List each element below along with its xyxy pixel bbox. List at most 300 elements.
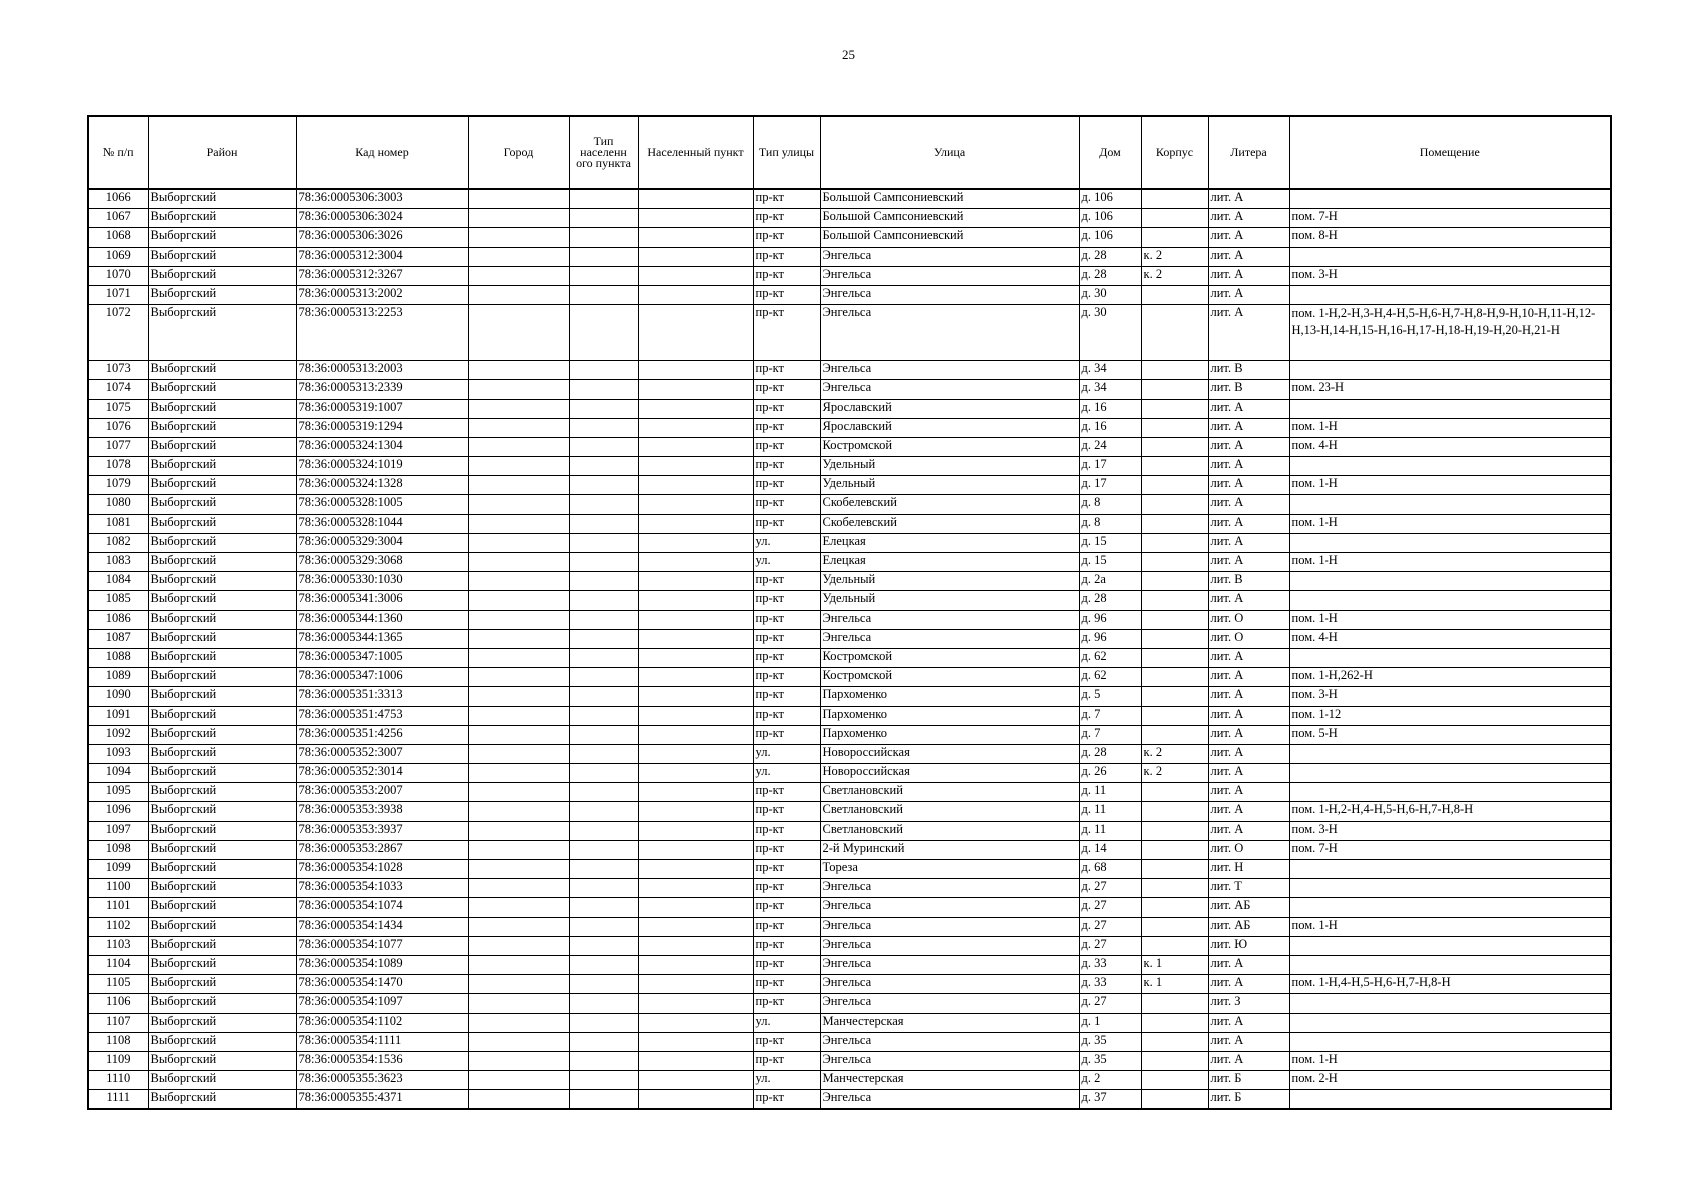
cell-settlement bbox=[638, 228, 753, 247]
cell-cadastral-number: 78:36:0005354:1089 bbox=[296, 955, 468, 974]
table-row bbox=[88, 648, 1611, 667]
cell-premises bbox=[1289, 591, 1611, 610]
cell-city bbox=[468, 764, 569, 783]
cell-house: д. 68 bbox=[1079, 860, 1141, 879]
cell-house: д. 28 bbox=[1079, 744, 1141, 763]
cell-letter: лит. А bbox=[1208, 591, 1289, 610]
cell-city bbox=[468, 305, 569, 361]
cell-settlement-type bbox=[569, 266, 638, 285]
cell-street-type: пр-кт bbox=[753, 668, 820, 687]
cell-number: 1085 bbox=[88, 591, 148, 610]
cell-house: д. 28 bbox=[1079, 591, 1141, 610]
cell-letter: лит. А bbox=[1208, 285, 1289, 304]
cell-district: Выборгский bbox=[148, 879, 296, 898]
table-row bbox=[88, 783, 1611, 802]
cell-letter: лит. О bbox=[1208, 610, 1289, 629]
table-row bbox=[88, 1051, 1611, 1070]
cell-cadastral-number: 78:36:0005324:1304 bbox=[296, 437, 468, 456]
cell-number: 1080 bbox=[88, 495, 148, 514]
cell-city bbox=[468, 591, 569, 610]
cell-street: Энгельса bbox=[820, 917, 1079, 936]
cell-number: 1072 bbox=[88, 305, 148, 361]
cell-cadastral-number: 78:36:0005328:1044 bbox=[296, 514, 468, 533]
cell-building: к. 1 bbox=[1141, 955, 1208, 974]
cell-number: 1100 bbox=[88, 879, 148, 898]
cell-district: Выборгский bbox=[148, 285, 296, 304]
cell-street-type: пр-кт bbox=[753, 591, 820, 610]
cell-building bbox=[1141, 629, 1208, 648]
cell-building bbox=[1141, 305, 1208, 361]
cell-street: Скобелевский bbox=[820, 514, 1079, 533]
cell-number: 1102 bbox=[88, 917, 148, 936]
cell-house: д. 8 bbox=[1079, 514, 1141, 533]
cell-street: Энгельса bbox=[820, 975, 1079, 994]
cell-settlement-type bbox=[569, 706, 638, 725]
cell-city bbox=[468, 687, 569, 706]
cell-premises bbox=[1289, 764, 1611, 783]
cell-letter: лит. А bbox=[1208, 725, 1289, 744]
cell-street-type: пр-кт bbox=[753, 975, 820, 994]
cell-cadastral-number: 78:36:0005344:1365 bbox=[296, 629, 468, 648]
cell-street: Светлановский bbox=[820, 802, 1079, 821]
cell-premises bbox=[1289, 936, 1611, 955]
cell-letter: лит. Т bbox=[1208, 879, 1289, 898]
cell-number: 1088 bbox=[88, 648, 148, 667]
cell-city bbox=[468, 1071, 569, 1090]
cell-cadastral-number: 78:36:0005352:3007 bbox=[296, 744, 468, 763]
cell-premises bbox=[1289, 399, 1611, 418]
cell-building bbox=[1141, 917, 1208, 936]
table-row bbox=[88, 209, 1611, 228]
cell-street-type: пр-кт bbox=[753, 936, 820, 955]
cell-house: д. 106 bbox=[1079, 228, 1141, 247]
cell-premises: пом. 1-Н bbox=[1289, 553, 1611, 572]
cell-house: д. 35 bbox=[1079, 1051, 1141, 1070]
cell-street: Пархоменко bbox=[820, 725, 1079, 744]
cell-district: Выборгский bbox=[148, 610, 296, 629]
cell-letter: лит. А bbox=[1208, 457, 1289, 476]
cell-letter: лит. А bbox=[1208, 1051, 1289, 1070]
cell-street-type: пр-кт bbox=[753, 514, 820, 533]
cell-city bbox=[468, 860, 569, 879]
cell-number: 1086 bbox=[88, 610, 148, 629]
cell-settlement bbox=[638, 783, 753, 802]
cell-settlement bbox=[638, 591, 753, 610]
cell-premises bbox=[1289, 247, 1611, 266]
cell-premises bbox=[1289, 1032, 1611, 1051]
cell-premises bbox=[1289, 189, 1611, 209]
cell-street-type: пр-кт bbox=[753, 361, 820, 380]
cell-settlement-type bbox=[569, 668, 638, 687]
col-header-cadastral-number: Кад номер bbox=[296, 116, 468, 189]
cell-house: д. 35 bbox=[1079, 1032, 1141, 1051]
cell-settlement-type bbox=[569, 437, 638, 456]
cell-settlement bbox=[638, 209, 753, 228]
cell-cadastral-number: 78:36:0005353:3938 bbox=[296, 802, 468, 821]
cell-city bbox=[468, 955, 569, 974]
cell-street: Энгельса bbox=[820, 361, 1079, 380]
cell-house: д. 27 bbox=[1079, 898, 1141, 917]
cell-street-type: пр-кт bbox=[753, 228, 820, 247]
cell-settlement-type bbox=[569, 955, 638, 974]
table-row bbox=[88, 1071, 1611, 1090]
cell-settlement bbox=[638, 476, 753, 495]
cell-city bbox=[468, 228, 569, 247]
cell-letter: лит. А bbox=[1208, 1032, 1289, 1051]
cell-settlement-type bbox=[569, 380, 638, 399]
cell-settlement-type bbox=[569, 514, 638, 533]
cell-cadastral-number: 78:36:0005313:2002 bbox=[296, 285, 468, 304]
cell-district: Выборгский bbox=[148, 802, 296, 821]
cell-building: к. 1 bbox=[1141, 975, 1208, 994]
cell-street-type: пр-кт bbox=[753, 189, 820, 209]
cell-district: Выборгский bbox=[148, 437, 296, 456]
cell-building bbox=[1141, 1071, 1208, 1090]
cell-city bbox=[468, 495, 569, 514]
table-row bbox=[88, 725, 1611, 744]
cell-house: д. 28 bbox=[1079, 247, 1141, 266]
cell-premises bbox=[1289, 783, 1611, 802]
cell-settlement bbox=[638, 533, 753, 552]
cell-street-type: пр-кт bbox=[753, 955, 820, 974]
cell-settlement bbox=[638, 495, 753, 514]
cell-number: 1079 bbox=[88, 476, 148, 495]
cell-number: 1073 bbox=[88, 361, 148, 380]
cell-cadastral-number: 78:36:0005330:1030 bbox=[296, 572, 468, 591]
cell-letter: лит. О bbox=[1208, 840, 1289, 859]
cell-street-type: пр-кт bbox=[753, 783, 820, 802]
table-row bbox=[88, 189, 1611, 209]
cell-district: Выборгский bbox=[148, 840, 296, 859]
table-row bbox=[88, 495, 1611, 514]
cell-cadastral-number: 78:36:0005306:3026 bbox=[296, 228, 468, 247]
cell-cadastral-number: 78:36:0005355:3623 bbox=[296, 1071, 468, 1090]
cell-building bbox=[1141, 209, 1208, 228]
cell-settlement-type bbox=[569, 572, 638, 591]
cell-letter: лит. А bbox=[1208, 437, 1289, 456]
cell-street-type: пр-кт bbox=[753, 917, 820, 936]
cell-number: 1097 bbox=[88, 821, 148, 840]
cell-settlement bbox=[638, 955, 753, 974]
cell-street: Костромской bbox=[820, 668, 1079, 687]
cell-cadastral-number: 78:36:0005313:2339 bbox=[296, 380, 468, 399]
cell-letter: лит. А bbox=[1208, 228, 1289, 247]
cell-street: Энгельса bbox=[820, 629, 1079, 648]
cell-letter: лит. А bbox=[1208, 399, 1289, 418]
cell-building bbox=[1141, 802, 1208, 821]
cell-number: 1070 bbox=[88, 266, 148, 285]
cell-letter: лит. АБ bbox=[1208, 898, 1289, 917]
cell-district: Выборгский bbox=[148, 898, 296, 917]
cell-street-type: пр-кт bbox=[753, 572, 820, 591]
cell-cadastral-number: 78:36:0005354:1074 bbox=[296, 898, 468, 917]
cell-street: Энгельса bbox=[820, 936, 1079, 955]
cell-letter: лит. А bbox=[1208, 668, 1289, 687]
cell-premises: пом. 2-Н bbox=[1289, 1071, 1611, 1090]
table-row bbox=[88, 610, 1611, 629]
cell-cadastral-number: 78:36:0005351:4753 bbox=[296, 706, 468, 725]
table-row bbox=[88, 668, 1611, 687]
cell-cadastral-number: 78:36:0005319:1007 bbox=[296, 399, 468, 418]
cell-number: 1111 bbox=[88, 1090, 148, 1110]
cell-premises bbox=[1289, 1090, 1611, 1110]
cell-settlement bbox=[638, 189, 753, 209]
cell-settlement bbox=[638, 457, 753, 476]
cell-house: д. 11 bbox=[1079, 783, 1141, 802]
table-row bbox=[88, 821, 1611, 840]
cell-street: Большой Сампсониевский bbox=[820, 189, 1079, 209]
cell-number: 1083 bbox=[88, 553, 148, 572]
cell-street: Энгельса bbox=[820, 898, 1079, 917]
cell-house: д. 8 bbox=[1079, 495, 1141, 514]
cell-settlement-type bbox=[569, 1051, 638, 1070]
cell-house: д. 34 bbox=[1079, 361, 1141, 380]
cell-settlement bbox=[638, 802, 753, 821]
cell-settlement bbox=[638, 553, 753, 572]
cell-house: д. 27 bbox=[1079, 879, 1141, 898]
cell-settlement bbox=[638, 266, 753, 285]
table-row bbox=[88, 514, 1611, 533]
cell-city bbox=[468, 514, 569, 533]
cell-settlement-type bbox=[569, 821, 638, 840]
cell-building bbox=[1141, 514, 1208, 533]
cell-letter: лит. А bbox=[1208, 744, 1289, 763]
cell-settlement bbox=[638, 936, 753, 955]
cell-district: Выборгский bbox=[148, 1032, 296, 1051]
cell-settlement-type bbox=[569, 305, 638, 361]
cell-premises bbox=[1289, 533, 1611, 552]
cell-district: Выборгский bbox=[148, 514, 296, 533]
cell-letter: лит. А bbox=[1208, 209, 1289, 228]
cell-district: Выборгский bbox=[148, 936, 296, 955]
cell-premises: пом. 1-Н bbox=[1289, 418, 1611, 437]
cell-street-type: пр-кт bbox=[753, 879, 820, 898]
cell-city bbox=[468, 706, 569, 725]
cell-settlement-type bbox=[569, 361, 638, 380]
table-row bbox=[88, 994, 1611, 1013]
cell-building bbox=[1141, 1032, 1208, 1051]
cell-house: д. 1 bbox=[1079, 1013, 1141, 1032]
cell-district: Выборгский bbox=[148, 266, 296, 285]
cell-street: Энгельса bbox=[820, 305, 1079, 361]
cell-street-type: пр-кт bbox=[753, 380, 820, 399]
cell-premises bbox=[1289, 994, 1611, 1013]
cell-city bbox=[468, 629, 569, 648]
cell-settlement bbox=[638, 418, 753, 437]
table-row bbox=[88, 399, 1611, 418]
cell-premises bbox=[1289, 285, 1611, 304]
cell-street-type: пр-кт bbox=[753, 457, 820, 476]
cell-city bbox=[468, 994, 569, 1013]
cell-cadastral-number: 78:36:0005329:3004 bbox=[296, 533, 468, 552]
cell-cadastral-number: 78:36:0005324:1019 bbox=[296, 457, 468, 476]
cell-district: Выборгский bbox=[148, 687, 296, 706]
cell-city bbox=[468, 936, 569, 955]
cell-building bbox=[1141, 533, 1208, 552]
cell-cadastral-number: 78:36:0005354:1028 bbox=[296, 860, 468, 879]
cell-letter: лит. АБ bbox=[1208, 917, 1289, 936]
cell-cadastral-number: 78:36:0005354:1111 bbox=[296, 1032, 468, 1051]
cell-city bbox=[468, 266, 569, 285]
cell-settlement bbox=[638, 1032, 753, 1051]
cell-premises bbox=[1289, 898, 1611, 917]
cell-city bbox=[468, 802, 569, 821]
cell-street: Елецкая bbox=[820, 553, 1079, 572]
cell-district: Выборгский bbox=[148, 1090, 296, 1110]
table-row bbox=[88, 917, 1611, 936]
cell-cadastral-number: 78:36:0005312:3267 bbox=[296, 266, 468, 285]
cell-settlement bbox=[638, 917, 753, 936]
cell-district: Выборгский bbox=[148, 591, 296, 610]
cell-settlement-type bbox=[569, 936, 638, 955]
table-row bbox=[88, 572, 1611, 591]
cell-number: 1110 bbox=[88, 1071, 148, 1090]
cell-district: Выборгский bbox=[148, 418, 296, 437]
cell-district: Выборгский bbox=[148, 706, 296, 725]
cell-settlement bbox=[638, 725, 753, 744]
cell-cadastral-number: 78:36:0005313:2253 bbox=[296, 305, 468, 361]
cell-street-type: ул. bbox=[753, 1071, 820, 1090]
cell-building bbox=[1141, 418, 1208, 437]
cell-settlement bbox=[638, 361, 753, 380]
table-row bbox=[88, 955, 1611, 974]
cell-building: к. 2 bbox=[1141, 247, 1208, 266]
cell-street: Костромской bbox=[820, 648, 1079, 667]
cell-number: 1106 bbox=[88, 994, 148, 1013]
table-row bbox=[88, 898, 1611, 917]
cell-premises bbox=[1289, 879, 1611, 898]
cell-district: Выборгский bbox=[148, 860, 296, 879]
cell-number: 1091 bbox=[88, 706, 148, 725]
cell-house: д. 16 bbox=[1079, 418, 1141, 437]
cell-number: 1090 bbox=[88, 687, 148, 706]
cell-settlement-type bbox=[569, 629, 638, 648]
cell-street-type: пр-кт bbox=[753, 1090, 820, 1110]
cell-premises: пом. 1-Н bbox=[1289, 1051, 1611, 1070]
cell-district: Выборгский bbox=[148, 495, 296, 514]
cell-letter: лит. А bbox=[1208, 305, 1289, 361]
cell-settlement bbox=[638, 840, 753, 859]
cell-settlement-type bbox=[569, 418, 638, 437]
cell-premises bbox=[1289, 361, 1611, 380]
cell-house: д. 15 bbox=[1079, 553, 1141, 572]
cell-premises: пом. 3-Н bbox=[1289, 687, 1611, 706]
table-row bbox=[88, 380, 1611, 399]
cell-letter: лит. А bbox=[1208, 495, 1289, 514]
cell-street: Светлановский bbox=[820, 783, 1079, 802]
cell-building bbox=[1141, 476, 1208, 495]
cell-settlement-type bbox=[569, 994, 638, 1013]
cell-settlement-type bbox=[569, 1032, 638, 1051]
cell-settlement-type bbox=[569, 591, 638, 610]
cell-number: 1078 bbox=[88, 457, 148, 476]
cell-letter: лит. А bbox=[1208, 514, 1289, 533]
cell-house: д. 7 bbox=[1079, 725, 1141, 744]
cell-district: Выборгский bbox=[148, 821, 296, 840]
cell-cadastral-number: 78:36:0005312:3004 bbox=[296, 247, 468, 266]
cell-house: д. 15 bbox=[1079, 533, 1141, 552]
cell-house: д. 37 bbox=[1079, 1090, 1141, 1110]
cell-premises bbox=[1289, 495, 1611, 514]
cell-settlement bbox=[638, 514, 753, 533]
cell-street-type: пр-кт bbox=[753, 994, 820, 1013]
cell-house: д. 30 bbox=[1079, 285, 1141, 304]
cell-settlement bbox=[638, 687, 753, 706]
cell-settlement bbox=[638, 399, 753, 418]
cell-building bbox=[1141, 437, 1208, 456]
cell-premises: пом. 4-Н bbox=[1289, 437, 1611, 456]
cell-building bbox=[1141, 495, 1208, 514]
cell-settlement-type bbox=[569, 247, 638, 266]
cell-cadastral-number: 78:36:0005354:1077 bbox=[296, 936, 468, 955]
cell-district: Выборгский bbox=[148, 975, 296, 994]
cell-street-type: пр-кт bbox=[753, 476, 820, 495]
cell-street: Удельный bbox=[820, 476, 1079, 495]
cell-street-type: пр-кт bbox=[753, 629, 820, 648]
cell-settlement-type bbox=[569, 228, 638, 247]
cell-letter: лит. А bbox=[1208, 266, 1289, 285]
cell-settlement bbox=[638, 821, 753, 840]
cell-street: Ярославский bbox=[820, 418, 1079, 437]
cell-city bbox=[468, 610, 569, 629]
cell-house: д. 106 bbox=[1079, 189, 1141, 209]
cell-street: 2-й Муринский bbox=[820, 840, 1079, 859]
cell-cadastral-number: 78:36:0005351:4256 bbox=[296, 725, 468, 744]
cell-city bbox=[468, 1090, 569, 1110]
cell-district: Выборгский bbox=[148, 1051, 296, 1070]
cell-city bbox=[468, 476, 569, 495]
cell-district: Выборгский bbox=[148, 668, 296, 687]
cell-premises: пом. 1-Н,262-Н bbox=[1289, 668, 1611, 687]
cell-cadastral-number: 78:36:0005353:3937 bbox=[296, 821, 468, 840]
cell-number: 1084 bbox=[88, 572, 148, 591]
cell-district: Выборгский bbox=[148, 1071, 296, 1090]
cell-district: Выборгский bbox=[148, 380, 296, 399]
cell-house: д. 24 bbox=[1079, 437, 1141, 456]
cell-district: Выборгский bbox=[148, 457, 296, 476]
cell-number: 1074 bbox=[88, 380, 148, 399]
table-header-row bbox=[88, 116, 1611, 189]
cell-cadastral-number: 78:36:0005352:3014 bbox=[296, 764, 468, 783]
table-row bbox=[88, 591, 1611, 610]
cell-letter: лит. Б bbox=[1208, 1071, 1289, 1090]
cell-street: Энгельса bbox=[820, 285, 1079, 304]
cell-settlement bbox=[638, 610, 753, 629]
cell-city bbox=[468, 725, 569, 744]
cell-settlement-type bbox=[569, 648, 638, 667]
cell-street: Манчестерская bbox=[820, 1013, 1079, 1032]
cell-district: Выборгский bbox=[148, 629, 296, 648]
cell-cadastral-number: 78:36:0005324:1328 bbox=[296, 476, 468, 495]
cell-house: д. 2 bbox=[1079, 1071, 1141, 1090]
cell-street-type: пр-кт bbox=[753, 1051, 820, 1070]
cell-city bbox=[468, 457, 569, 476]
cell-letter: лит. А bbox=[1208, 247, 1289, 266]
cell-settlement bbox=[638, 305, 753, 361]
table-row bbox=[88, 764, 1611, 783]
cell-settlement-type bbox=[569, 533, 638, 552]
cell-street-type: пр-кт bbox=[753, 399, 820, 418]
cell-letter: лит. З bbox=[1208, 994, 1289, 1013]
cell-letter: лит. А bbox=[1208, 553, 1289, 572]
cell-street-type: пр-кт bbox=[753, 495, 820, 514]
cell-building bbox=[1141, 399, 1208, 418]
cell-number: 1076 bbox=[88, 418, 148, 437]
cell-city bbox=[468, 209, 569, 228]
cell-premises: пом. 1-Н bbox=[1289, 610, 1611, 629]
cell-settlement bbox=[638, 247, 753, 266]
cell-premises: пом. 3-Н bbox=[1289, 266, 1611, 285]
